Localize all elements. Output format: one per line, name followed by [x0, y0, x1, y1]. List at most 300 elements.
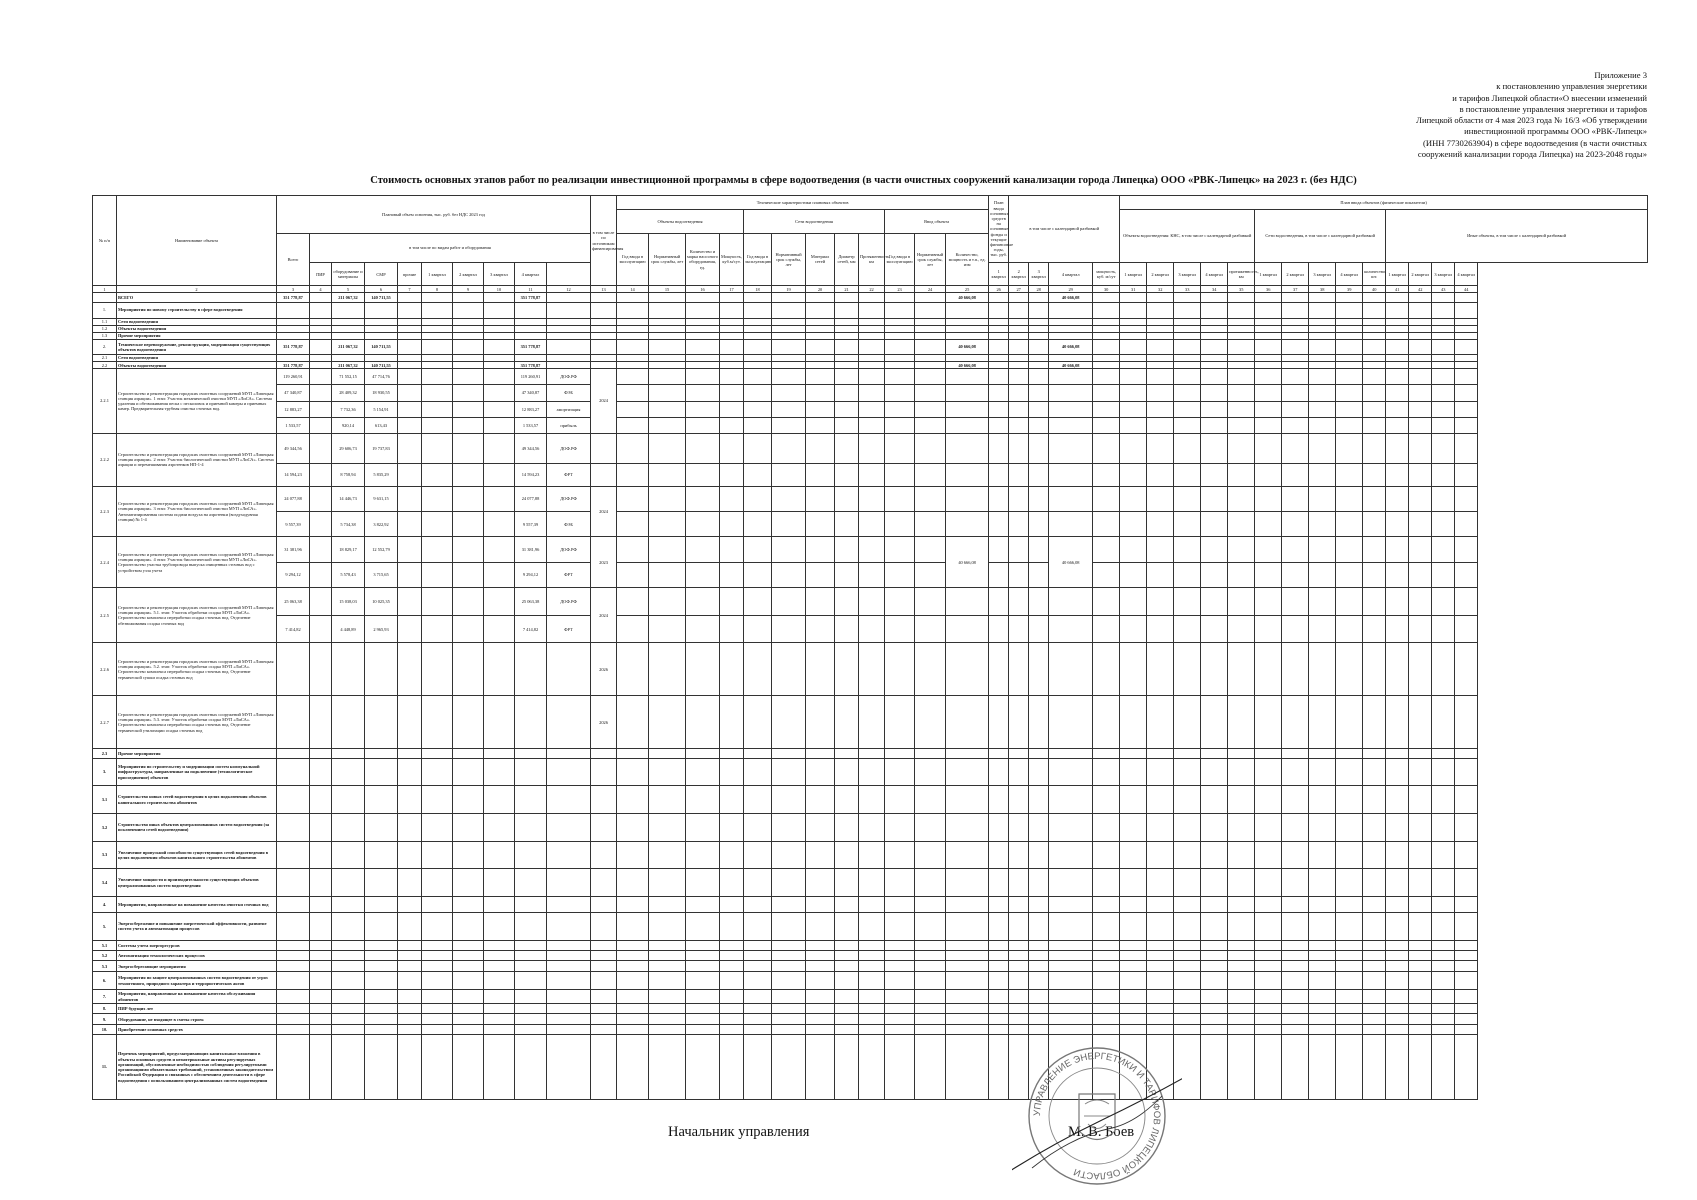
table-cell [1282, 325, 1309, 332]
table-cell [989, 913, 1009, 941]
table-cell: 119 260,91 [277, 369, 310, 385]
table-cell [1201, 896, 1228, 912]
table-cell [332, 1014, 365, 1024]
table-row [93, 1024, 1648, 1034]
header-cell: 1 квартал [1120, 263, 1147, 286]
table-cell [649, 537, 686, 562]
table-cell [398, 512, 422, 537]
table-cell [806, 512, 835, 537]
table-cell [649, 562, 686, 587]
table-cell [515, 758, 547, 786]
table-cell [1455, 463, 1478, 486]
table-cell [686, 971, 720, 989]
table-cell [1455, 615, 1478, 643]
table-cell [484, 896, 515, 912]
table-cell [1309, 1024, 1336, 1034]
table-cell [422, 433, 453, 463]
table-cell [422, 512, 453, 537]
table-cell [1363, 318, 1386, 325]
table-cell [1282, 293, 1309, 302]
table-cell [547, 332, 591, 339]
table-cell [806, 433, 835, 463]
table-cell: ДОФ.РФ [547, 588, 591, 616]
table-cell [835, 486, 859, 511]
table-cell [1174, 615, 1201, 643]
table-cell [772, 786, 806, 814]
table-row [93, 758, 1648, 786]
table-cell [365, 951, 398, 961]
table-cell [422, 841, 453, 869]
table-cell [617, 869, 649, 897]
table-cell [1029, 512, 1049, 537]
table-cell [1120, 293, 1147, 302]
table-cell [915, 961, 946, 971]
table-cell [1386, 896, 1409, 912]
table-cell [1409, 1014, 1432, 1024]
table-cell [1386, 486, 1409, 511]
table-cell [1120, 433, 1147, 463]
table-cell [649, 302, 686, 318]
table-cell [617, 896, 649, 912]
table-cell [1009, 990, 1029, 1004]
table-cell [1409, 1024, 1432, 1034]
table-cell [1174, 643, 1201, 696]
table-cell [744, 417, 772, 433]
table-cell [859, 869, 885, 897]
table-cell [1049, 433, 1093, 463]
table-cell [835, 433, 859, 463]
table-cell [93, 293, 117, 302]
table-cell [453, 401, 484, 417]
table-cell [885, 385, 915, 401]
table-cell [1120, 841, 1147, 869]
table-cell [617, 1004, 649, 1014]
table-cell [806, 332, 835, 339]
table-cell: 351 778,87 [277, 362, 310, 369]
table-cell [1309, 749, 1336, 758]
table-cell [915, 537, 946, 562]
header-cell: 3 квартал [484, 263, 515, 286]
table-cell [1282, 369, 1309, 385]
table-cell [591, 433, 617, 463]
table-cell [1282, 1014, 1309, 1024]
table-cell [1147, 814, 1174, 842]
table-cell [686, 463, 720, 486]
table-cell [453, 302, 484, 318]
table-cell [398, 758, 422, 786]
table-cell [1120, 643, 1147, 696]
table-cell [1093, 696, 1120, 749]
table-cell [686, 318, 720, 325]
table-cell [1201, 913, 1228, 941]
table-cell [744, 940, 772, 950]
table-cell [453, 293, 484, 302]
table-cell [1029, 1014, 1049, 1024]
table-cell [946, 355, 989, 362]
table-cell [422, 971, 453, 989]
table-cell [1147, 696, 1174, 749]
table-cell: Оборудование, не входящее в сметы строек [117, 1014, 277, 1024]
table-row [93, 512, 1648, 537]
table-cell [1120, 385, 1147, 401]
table-cell [1201, 562, 1228, 587]
table-cell [453, 325, 484, 332]
table-cell [1409, 417, 1432, 433]
table-cell [310, 401, 332, 417]
table-cell [365, 913, 398, 941]
table-body [93, 196, 1648, 1100]
header-cell: № п/п [93, 196, 117, 286]
table-cell [1309, 588, 1336, 616]
table-cell [915, 758, 946, 786]
table-cell [744, 643, 772, 696]
table-cell: 12 883,27 [515, 401, 547, 417]
table-cell [422, 369, 453, 385]
table-cell [720, 385, 744, 401]
table-cell [617, 369, 649, 385]
table-cell [453, 318, 484, 325]
table-cell [835, 615, 859, 643]
table-cell [1174, 486, 1201, 511]
column-number-cell: 5 [332, 286, 365, 293]
table-cell [1201, 696, 1228, 749]
signature-position: Начальник управления [668, 1124, 810, 1140]
table-cell [310, 537, 332, 562]
table-cell: 6. [93, 971, 117, 989]
table-cell [453, 463, 484, 486]
table-cell: 18 829,17 [332, 537, 365, 562]
table-cell [835, 401, 859, 417]
table-cell [310, 302, 332, 318]
table-cell: 9 631,15 [365, 486, 398, 511]
table-cell [1174, 293, 1201, 302]
table-cell [1455, 786, 1478, 814]
table-cell: Строительство новых сетей водоотведения в целях подключения объектов капитального строительства абонентов [117, 786, 277, 814]
table-cell [744, 355, 772, 362]
table-cell [398, 1024, 422, 1034]
table-cell: 47 714,76 [365, 369, 398, 385]
table-cell [1174, 1024, 1201, 1034]
table-cell [806, 362, 835, 369]
table-cell [277, 332, 310, 339]
table-cell [1120, 869, 1147, 897]
table-cell [1432, 940, 1455, 950]
table-cell [422, 302, 453, 318]
table-cell [1093, 433, 1120, 463]
table-cell [1009, 302, 1029, 318]
column-number-cell: 15 [649, 286, 686, 293]
table-cell [1282, 1004, 1309, 1014]
table-cell [649, 369, 686, 385]
table-cell [1009, 362, 1029, 369]
table-cell [744, 562, 772, 587]
table-cell [1120, 896, 1147, 912]
table-cell [591, 1004, 617, 1014]
table-cell [1336, 1035, 1363, 1100]
table-cell [591, 355, 617, 362]
column-number-cell: 14 [617, 286, 649, 293]
table-cell [1432, 814, 1455, 842]
table-cell [1432, 401, 1455, 417]
table-cell [1282, 841, 1309, 869]
table-cell [744, 486, 772, 511]
table-cell [772, 696, 806, 749]
table-cell [835, 512, 859, 537]
table-cell [1049, 486, 1093, 511]
table-cell [1386, 643, 1409, 696]
table-cell [332, 896, 365, 912]
table-cell [310, 340, 332, 355]
table-cell [1409, 463, 1432, 486]
table-cell [1386, 1004, 1409, 1014]
table-cell [989, 643, 1009, 696]
table-cell [617, 1024, 649, 1034]
table-cell [484, 814, 515, 842]
table-cell [806, 990, 835, 1004]
table-cell [1255, 293, 1282, 302]
table-cell [1255, 951, 1282, 961]
table-cell [310, 417, 332, 433]
header-cell: 4 квартал [1336, 263, 1363, 286]
header-cell: Сети водоотведения [744, 209, 885, 233]
table-cell [1432, 896, 1455, 912]
table-cell [1282, 562, 1309, 587]
table-cell [649, 896, 686, 912]
table-cell [484, 940, 515, 950]
table-cell [1363, 1035, 1386, 1100]
table-cell [398, 562, 422, 587]
table-cell: 351 778,87 [277, 340, 310, 355]
table-cell [398, 643, 422, 696]
table-cell [310, 961, 332, 971]
table-cell [989, 325, 1009, 332]
table-cell [1147, 961, 1174, 971]
column-number-cell: 6 [365, 286, 398, 293]
table-cell [1336, 990, 1363, 1004]
table-cell [1228, 814, 1255, 842]
table-cell [1363, 1024, 1386, 1034]
table-cell [1049, 913, 1093, 941]
table-cell [1147, 486, 1174, 511]
table-cell [1228, 486, 1255, 511]
table-cell [1432, 325, 1455, 332]
table-cell [398, 1014, 422, 1024]
table-cell [1336, 433, 1363, 463]
column-number-cell: 7 [398, 286, 422, 293]
table-cell [1120, 463, 1147, 486]
table-cell [1309, 362, 1336, 369]
table-cell [453, 758, 484, 786]
table-cell [1282, 355, 1309, 362]
table-cell [744, 1035, 772, 1100]
table-cell: 19 737,83 [365, 433, 398, 463]
table-cell [310, 615, 332, 643]
table-cell: Строительство и реконструкция городских очистных сооружений МУП «Липецкая станция аэрации». 5.1. этап: Участок обработки осадка МУП «ЛиСА». Строительство комплекса переработки осадка сточных вод. Отделение обезвоживания осадка сточных вод [117, 588, 277, 643]
table-cell [915, 588, 946, 616]
table-cell [1409, 385, 1432, 401]
table-cell [1309, 841, 1336, 869]
appendix-block [1187, 70, 1647, 160]
table-cell [1255, 332, 1282, 339]
table-cell [1309, 961, 1336, 971]
table-cell [946, 841, 989, 869]
table-cell [835, 913, 859, 941]
table-row [93, 1014, 1648, 1024]
table-cell [1255, 961, 1282, 971]
table-cell [515, 302, 547, 318]
table-cell: 10 025,35 [365, 588, 398, 616]
table-cell [484, 293, 515, 302]
table-cell [398, 940, 422, 950]
table-cell [1009, 433, 1029, 463]
table-row [93, 940, 1648, 950]
table-cell [422, 913, 453, 941]
table-cell [453, 1014, 484, 1024]
table-cell: 40 666,08 [1049, 293, 1093, 302]
table-cell [859, 696, 885, 749]
table-cell [1455, 1004, 1478, 1014]
table-cell: 613,43 [365, 417, 398, 433]
table-cell [1363, 332, 1386, 339]
table-cell [1009, 913, 1029, 941]
table-cell [915, 385, 946, 401]
appendix-line: к постановлению управления энергетики [1496, 81, 1647, 92]
table-cell [1282, 302, 1309, 318]
table-cell: 3.3 [93, 841, 117, 869]
table-cell [617, 340, 649, 355]
table-cell [885, 1014, 915, 1024]
table-cell: 5 734,38 [332, 512, 365, 537]
table-cell [515, 814, 547, 842]
header-cell: Плановый объем освоения, тыс. руб. без НДС 2023 год [277, 196, 591, 234]
table-cell [1174, 1014, 1201, 1024]
table-cell [915, 1004, 946, 1014]
table-cell [1049, 951, 1093, 961]
table-cell [1363, 562, 1386, 587]
table-cell [1009, 869, 1029, 897]
table-cell [720, 615, 744, 643]
table-cell [915, 814, 946, 842]
table-cell [859, 971, 885, 989]
table-cell [1336, 696, 1363, 749]
table-cell [1009, 325, 1029, 332]
table-cell [885, 340, 915, 355]
table-cell: ФРТ [547, 562, 591, 587]
table-cell [1120, 512, 1147, 537]
table-cell [885, 512, 915, 537]
table-cell [1455, 325, 1478, 332]
table-cell [332, 332, 365, 339]
table-cell [398, 332, 422, 339]
table-cell [547, 961, 591, 971]
table-cell [1409, 940, 1432, 950]
table-cell [1029, 896, 1049, 912]
column-number-cell: 32 [1147, 286, 1174, 293]
table-cell [1386, 1035, 1409, 1100]
table-cell [1432, 971, 1455, 989]
table-cell [1432, 588, 1455, 616]
table-cell [835, 562, 859, 587]
table-cell [859, 749, 885, 758]
table-cell [1363, 433, 1386, 463]
table-cell [835, 841, 859, 869]
header-cell: 4 квартал [1455, 263, 1478, 286]
table-cell [1455, 896, 1478, 912]
table-cell: 140 711,55 [365, 362, 398, 369]
table-cell [484, 971, 515, 989]
table-cell [310, 332, 332, 339]
column-number-cell: 19 [772, 286, 806, 293]
table-cell [422, 332, 453, 339]
table-cell [1455, 433, 1478, 463]
table-cell [772, 1024, 806, 1034]
table-cell [1120, 749, 1147, 758]
table-cell [484, 562, 515, 587]
table-cell [1120, 758, 1147, 786]
table-cell [1309, 1004, 1336, 1014]
table-cell [1228, 325, 1255, 332]
table-cell [772, 355, 806, 362]
table-cell [1147, 896, 1174, 912]
table-cell [649, 990, 686, 1004]
table-cell [365, 1014, 398, 1024]
table-cell: 140 711,55 [365, 293, 398, 302]
table-cell [946, 401, 989, 417]
table-cell [859, 318, 885, 325]
table-cell [806, 1014, 835, 1024]
table-cell [547, 302, 591, 318]
table-cell [1049, 355, 1093, 362]
table-cell [885, 1024, 915, 1034]
table-cell [946, 869, 989, 897]
table-cell [885, 401, 915, 417]
table-cell [1282, 990, 1309, 1004]
table-cell [1255, 971, 1282, 989]
table-cell [946, 786, 989, 814]
table-cell [422, 318, 453, 325]
table-cell [515, 940, 547, 950]
header-cell: 3 квартал [1029, 263, 1049, 286]
table-cell [453, 913, 484, 941]
table-cell [484, 417, 515, 433]
table-cell: 211 067,32 [332, 362, 365, 369]
table-cell [591, 293, 617, 302]
table-cell [720, 537, 744, 562]
table-cell [686, 433, 720, 463]
table-cell [946, 512, 989, 537]
table-cell [806, 325, 835, 332]
table-cell [859, 362, 885, 369]
table-cell [484, 340, 515, 355]
table-cell [835, 355, 859, 362]
table-row [93, 896, 1648, 912]
table-cell [617, 1035, 649, 1100]
table-cell [1309, 1014, 1336, 1024]
table-cell [591, 302, 617, 318]
table-cell [398, 302, 422, 318]
table-cell [1228, 615, 1255, 643]
table-cell [515, 869, 547, 897]
table-cell [885, 463, 915, 486]
table-cell [720, 355, 744, 362]
table-cell [1432, 786, 1455, 814]
table-cell [1282, 971, 1309, 989]
table-cell: 49 344,56 [515, 433, 547, 463]
table-cell [772, 841, 806, 869]
table-cell [1120, 990, 1147, 1004]
table-cell [1363, 951, 1386, 961]
table-cell [1255, 355, 1282, 362]
